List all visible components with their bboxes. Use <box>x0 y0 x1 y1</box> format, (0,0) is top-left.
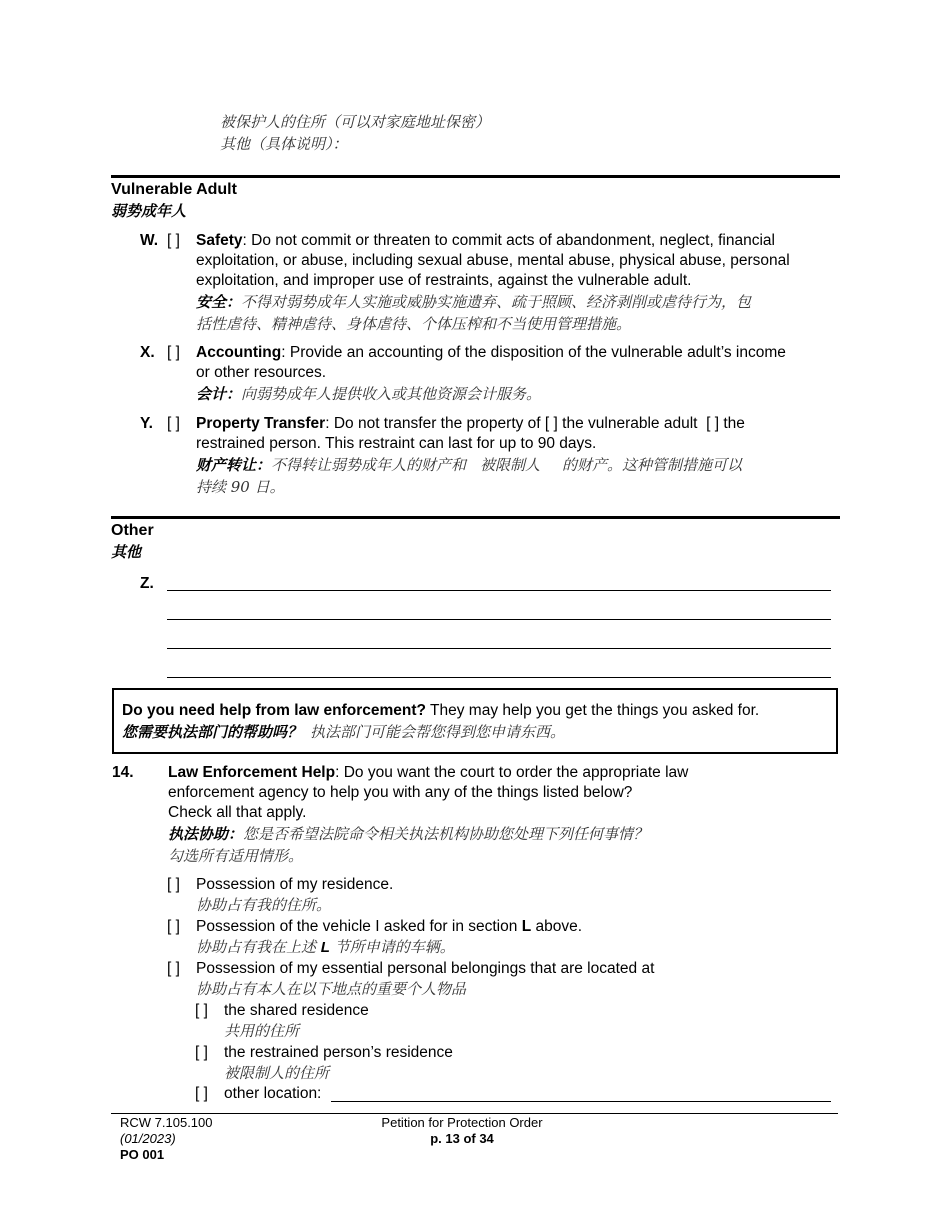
section-number: 14. <box>112 764 134 781</box>
vulnerable-adult-heading-zh: 弱势成年人 <box>111 202 187 220</box>
footer-page-number: p. 13 of 34 <box>430 1131 494 1146</box>
law-enforcement-title-zh: 执法协助： <box>168 825 244 843</box>
item-letter: X. <box>140 344 155 361</box>
accounting-title-zh: 会计： <box>196 385 242 403</box>
restrained-residence-label: the restrained person’s residence <box>224 1044 453 1061</box>
law-enforcement-text: enforcement agency to help you with any of the things listed below? <box>168 784 633 801</box>
help-text-zh: 执法部门可能会帮您得到您申请东西。 <box>310 723 566 741</box>
property-transfer-text-zh: 不得转让弱势成年人的财产和 <box>271 456 467 474</box>
restrained-residence-label-zh: 被限制人的住所 <box>224 1064 330 1082</box>
belongings-label-zh: 协助占有本人在以下地点的重要个人物品 <box>196 980 467 998</box>
property-transfer-text: the <box>723 415 745 432</box>
law-enforcement-text-zh: 勾选所有适用情形。 <box>168 847 304 865</box>
restrained-residence-checkbox[interactable]: [ ] <box>195 1044 208 1061</box>
property-transfer-block <box>196 414 745 497</box>
property-transfer-title-zh: 财产转让： <box>196 456 272 474</box>
footer-left <box>120 1115 213 1163</box>
safety-text: : Do not commit or threaten to commit acts of abandonment, neglect, financial <box>242 232 775 249</box>
other-field-line[interactable] <box>167 677 831 678</box>
section-divider <box>111 175 840 178</box>
law-enforcement-text: : Do you want the court to order the appropriate law <box>335 764 689 781</box>
footer-center <box>362 1115 562 1147</box>
belongings-checkbox[interactable]: [ ] <box>167 960 180 977</box>
safety-text: exploitation, or abuse, including sexual abuse, mental abuse, physical abuse, personal <box>196 252 790 269</box>
vehicle-checkbox[interactable]: [ ] <box>167 918 180 935</box>
law-enforcement-text-zh: 您是否希望法院命令相关执法机构协助您处理下列任何事情？ <box>243 825 649 843</box>
footer-rcw: RCW 7.105.100 <box>120 1115 213 1130</box>
accounting-text-zh: 向弱势成年人提供收入或其他资源会计服务。 <box>241 385 542 403</box>
footer-form-number: PO 001 <box>120 1147 165 1162</box>
safety-title: Safety <box>196 232 243 249</box>
accounting-text: : Provide an accounting of the disposition of the vulnerable adult’s income <box>281 344 786 361</box>
safety-checkbox[interactable]: [ ] <box>167 232 180 249</box>
law-enforcement-help-block <box>168 763 688 866</box>
other-location-label: other location: <box>224 1085 322 1102</box>
property-vulnerable-adult-checkbox[interactable]: [ ] <box>544 415 558 432</box>
accounting-checkbox[interactable]: [ ] <box>167 344 180 361</box>
other-specify-text: 其他（具体说明）： <box>220 135 348 153</box>
other-location-field[interactable] <box>331 1101 831 1102</box>
safety-title-zh: 安全： <box>196 293 242 311</box>
other-field-line[interactable] <box>167 648 831 649</box>
belongings-label: Possession of my essential personal belongings that are located at <box>196 960 655 977</box>
shared-residence-label: the shared residence <box>224 1002 369 1019</box>
vulnerable-adult-heading: Vulnerable Adult <box>111 181 237 198</box>
vehicle-label-zh: 协助占有我在上述 L 节所申请的车辆。 <box>196 938 455 956</box>
property-transfer-text-zh: 的财产。这种管制措施可以 <box>562 456 743 474</box>
help-question-zh: 您需要执法部门的帮助吗？ <box>122 723 303 741</box>
property-transfer-text-zh: 持续 90 日。 <box>196 478 285 496</box>
footer-form-title: Petition for Protection Order <box>381 1115 543 1130</box>
accounting-block <box>196 343 786 404</box>
law-enforcement-help-box <box>112 688 838 754</box>
other-location-checkbox[interactable]: [ ] <box>195 1085 208 1102</box>
residence-checkbox[interactable]: [ ] <box>167 876 180 893</box>
item-letter: Z. <box>140 575 154 592</box>
law-enforcement-text: Check all that apply. <box>168 804 307 821</box>
residence-label-zh: 协助占有我的住所。 <box>196 896 332 914</box>
item-letter: W. <box>140 232 159 249</box>
property-transfer-text: : Do not transfer the property of <box>325 415 541 432</box>
safety-text-zh: 括性虐待、精神虐待、身体虐待、个体压榨和不当使用管理措施。 <box>196 315 632 333</box>
protected-residence-text: 被保护人的住所（可以对家庭地址保密） <box>220 113 491 131</box>
shared-residence-label-zh: 共用的住所 <box>224 1022 300 1040</box>
help-text: They may help you get the things you asked for. <box>426 702 760 719</box>
help-question: Do you need help from law enforcement? <box>122 702 427 719</box>
property-transfer-text: the vulnerable adult <box>562 415 698 432</box>
property-transfer-checkbox[interactable]: [ ] <box>167 415 180 432</box>
other-heading: Other <box>111 522 154 539</box>
other-field-line[interactable] <box>167 619 831 620</box>
safety-text-zh: 不得对弱势成年人实施或威胁实施遗弃、疏于照顾、经济剥削或虐待行为，包 <box>241 293 752 311</box>
footer-divider <box>111 1113 838 1114</box>
shared-residence-checkbox[interactable]: [ ] <box>195 1002 208 1019</box>
item-letter: Y. <box>140 415 153 432</box>
property-transfer-title: Property Transfer <box>196 415 326 432</box>
accounting-title: Accounting <box>196 344 282 361</box>
safety-block <box>196 231 790 334</box>
other-heading-zh: 其他 <box>111 543 142 561</box>
accounting-text: or other resources. <box>196 364 327 381</box>
law-enforcement-title: Law Enforcement Help <box>168 764 336 781</box>
footer-date: (01/2023) <box>120 1131 176 1146</box>
property-transfer-text: restrained person. This restraint can last for up to 90 days. <box>196 435 597 452</box>
other-field-line[interactable] <box>167 590 831 591</box>
safety-text: exploitation, and improper use of restraints, against the vulnerable adult. <box>196 272 692 289</box>
section-divider <box>111 516 840 519</box>
property-restrained-person-checkbox[interactable]: [ ] <box>706 415 719 432</box>
property-transfer-text-zh: 被限制人 <box>480 456 541 474</box>
residence-label: Possession of my residence. <box>196 876 394 893</box>
vehicle-label: Possession of the vehicle I asked for in section L above. <box>196 918 583 935</box>
